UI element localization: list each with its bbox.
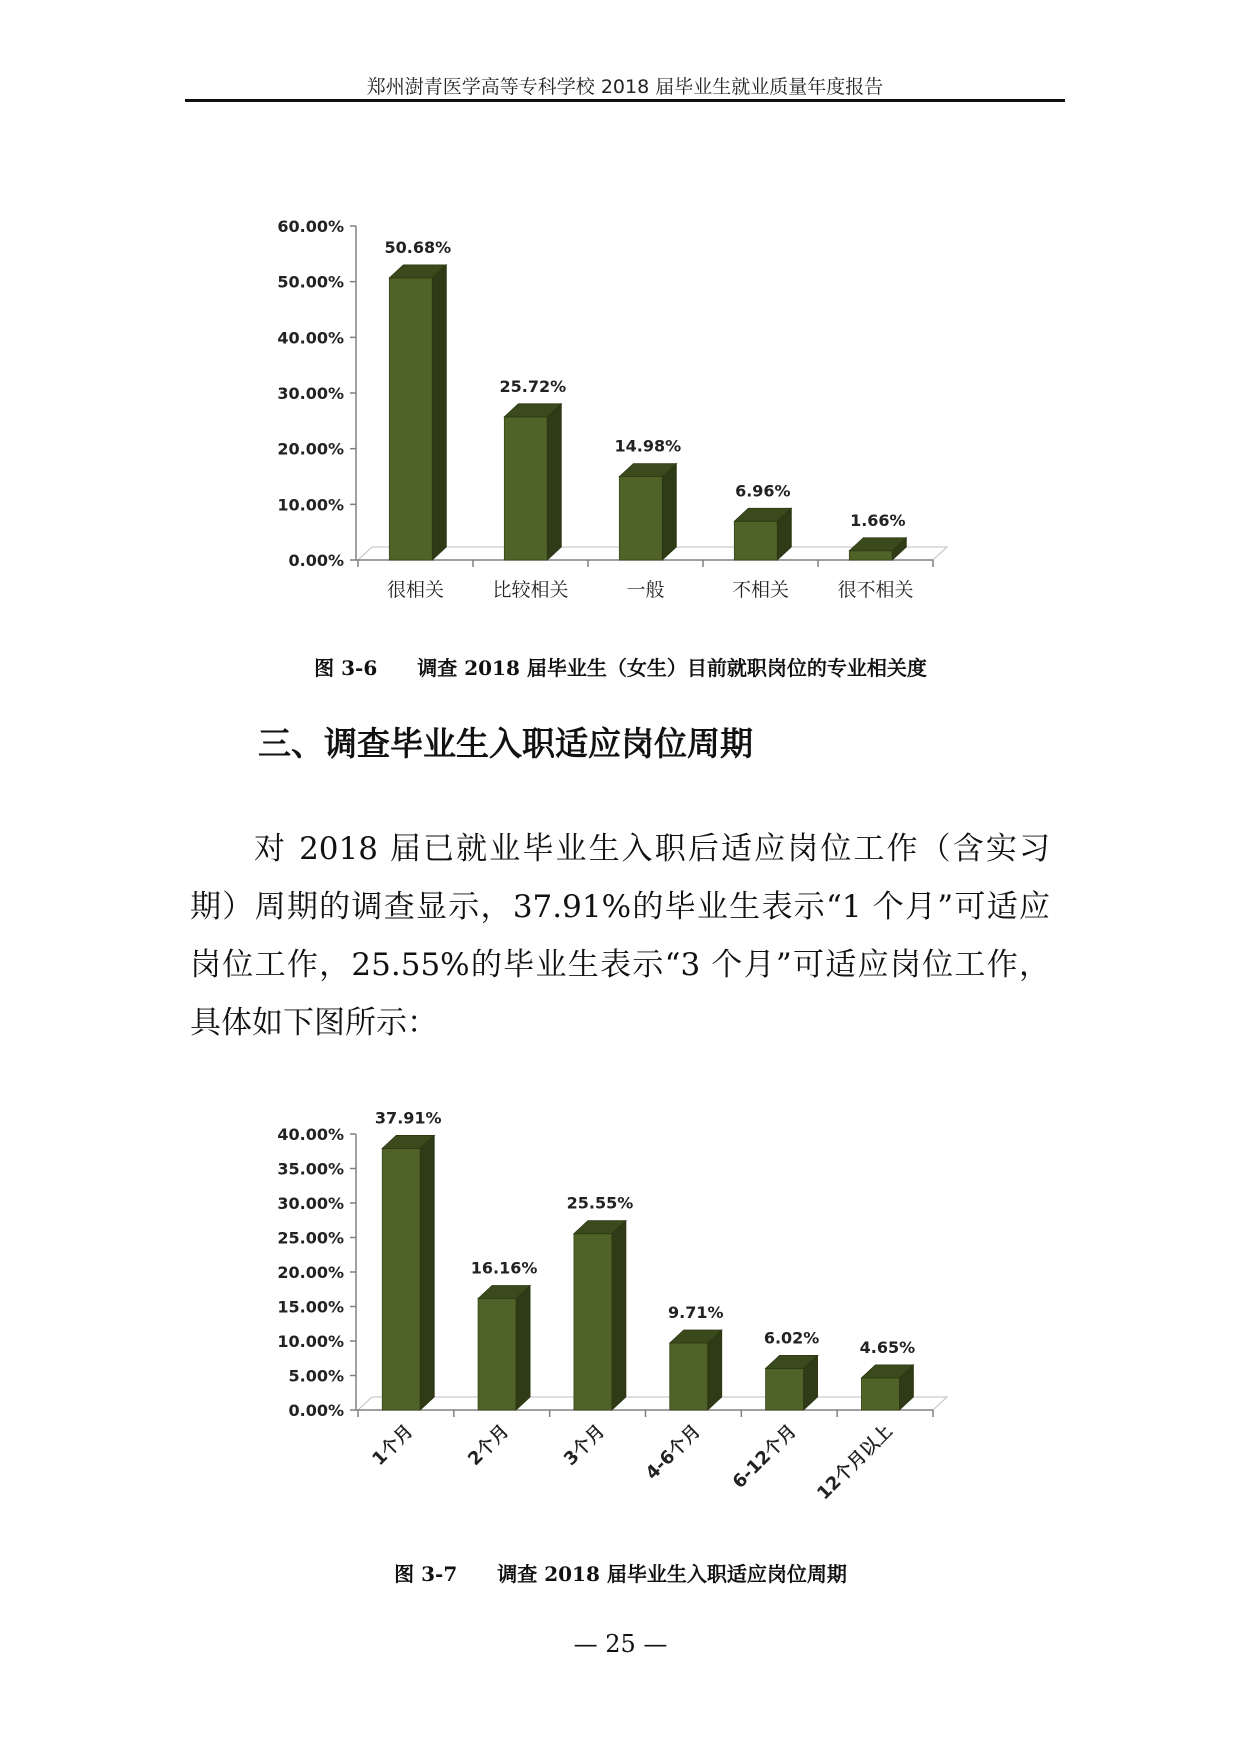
y-tick-label: 40.00%	[277, 328, 344, 348]
bar-front	[389, 278, 432, 560]
data-label: 4.65%	[859, 1337, 916, 1357]
data-label: 25.72%	[499, 376, 567, 396]
figure-3-7-caption: 图 3-7 调查 2018 届毕业生入职适应岗位周期	[394, 1562, 847, 1586]
bar-3	[619, 464, 676, 560]
chart-adaptation-period	[240, 1105, 980, 1549]
y-tick-label: 25.00%	[277, 1228, 344, 1248]
bar-3	[574, 1221, 626, 1410]
bar-side	[432, 265, 446, 560]
y-tick-label: 20.00%	[277, 439, 344, 459]
data-label: 50.68%	[384, 237, 452, 257]
bar-front	[574, 1234, 612, 1410]
bar-4	[734, 508, 791, 560]
y-tick-label: 10.00%	[277, 495, 344, 515]
bar-front	[504, 417, 547, 560]
bar-side	[612, 1221, 626, 1410]
x-tick-label: 一般	[626, 579, 665, 601]
chart-floor	[358, 1397, 947, 1410]
y-tick-label: 35.00%	[277, 1159, 344, 1179]
bar-front	[382, 1148, 420, 1410]
bar-4	[670, 1330, 722, 1410]
y-tick-label: 20.00%	[277, 1263, 344, 1282]
bar-front	[478, 1298, 516, 1410]
body-paragraph: 对 2018 届已就业毕业生入职后适应岗位工作（含实习期）周期的调查显示，37.91%的毕业生表示“1 个月”可适应岗位工作，25.55%的毕业生表示“3 个月”可适应岗位工作，具体如下图所示：	[190, 831, 1050, 1041]
bar-2	[504, 404, 561, 560]
bar-side	[708, 1330, 722, 1410]
data-label: 9.71%	[667, 1303, 724, 1323]
x-tick-label: 很相关	[386, 579, 445, 601]
bar-front	[849, 551, 892, 560]
y-tick-label: 50.00%	[277, 272, 344, 292]
bar-1	[382, 1135, 434, 1410]
y-tick-label: 5.00%	[288, 1366, 344, 1386]
x-tick-label: 很不相关	[837, 579, 914, 601]
y-tick-label: 30.00%	[277, 1194, 344, 1213]
header-rule	[185, 99, 1065, 102]
y-tick-label: 15.00%	[277, 1297, 344, 1317]
data-label: 37.91%	[374, 1108, 442, 1128]
bar-1	[389, 265, 446, 560]
bar-front	[861, 1378, 899, 1410]
bar-5	[766, 1355, 818, 1410]
x-tick-label: 2个月	[464, 1420, 514, 1470]
y-tick-label: 0.00%	[288, 551, 344, 570]
data-label: 14.98%	[614, 436, 682, 456]
x-tick-label: 12个月以上	[813, 1420, 897, 1505]
bar-2	[478, 1285, 530, 1410]
x-tick-label: 比较相关	[492, 579, 569, 601]
y-tick-label: 30.00%	[277, 384, 344, 403]
bar-side	[547, 404, 561, 560]
page-number: — 25 —	[573, 1630, 668, 1658]
figure-3-6-caption: 图 3-6 调查 2018 届毕业生（女生）目前就职岗位的专业相关度	[314, 656, 927, 680]
bar-front	[670, 1343, 708, 1410]
data-label: 1.66%	[850, 510, 906, 530]
x-tick-label: 1个月	[368, 1420, 418, 1470]
data-label: 25.55%	[566, 1193, 634, 1213]
data-label: 16.16%	[470, 1258, 538, 1278]
bar-front	[766, 1368, 804, 1410]
x-tick-label: 不相关	[731, 579, 790, 601]
data-label: 6.96%	[735, 481, 791, 501]
x-tick-label: 6-12个月	[728, 1420, 801, 1493]
data-label: 6.02%	[763, 1328, 820, 1348]
bar-front	[619, 477, 662, 560]
bar-side	[516, 1285, 530, 1410]
bar-5	[849, 538, 906, 560]
x-tick-label: 4-6个月	[641, 1420, 705, 1484]
x-tick-label: 3个月	[559, 1420, 610, 1470]
y-tick-label: 40.00%	[277, 1125, 344, 1144]
bar-front	[734, 521, 777, 560]
bar-side	[420, 1135, 434, 1410]
bar-6	[861, 1365, 913, 1410]
page-header: 郑州澍青医学高等专科学校 2018 届毕业生就业质量年度报告	[366, 76, 884, 98]
chart-adaptation-period-svg	[240, 1105, 980, 1545]
chart-major-relevance	[240, 205, 980, 629]
y-tick-label: 0.00%	[288, 1401, 344, 1420]
y-tick-label: 10.00%	[277, 1332, 344, 1351]
chart-major-relevance-svg	[240, 205, 980, 625]
y-tick-label: 60.00%	[277, 217, 344, 236]
section-title: 三、调查毕业生入职适应岗位周期	[258, 724, 753, 763]
bar-side	[662, 464, 676, 560]
